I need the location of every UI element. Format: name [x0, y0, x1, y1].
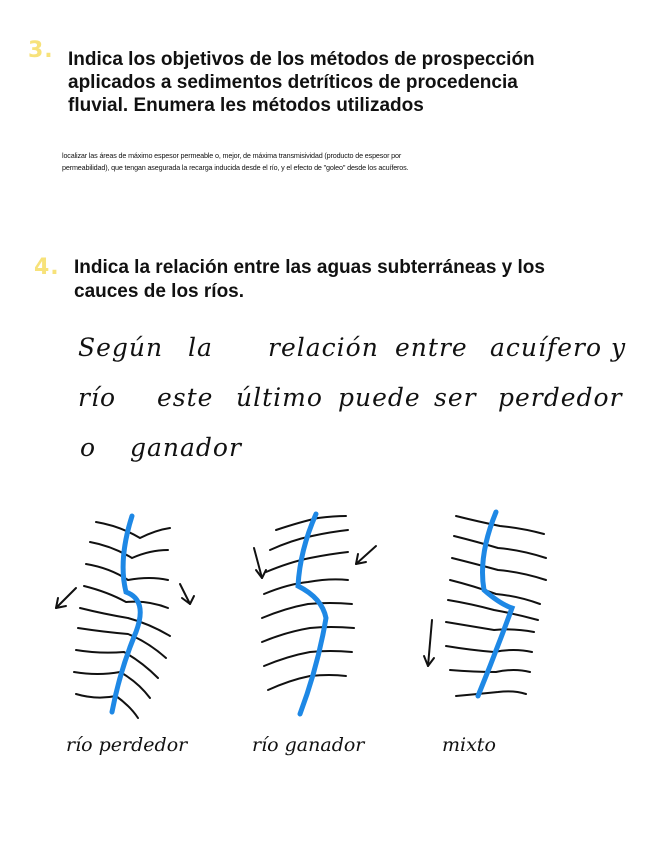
flow-line [448, 600, 538, 620]
hand-word: puede [338, 383, 421, 412]
flow-line [456, 691, 526, 696]
question-3-line-1: Indica los objetivos de los métodos de prospección [68, 49, 535, 70]
question-3-line-3: fluvial. Enumera les métodos utilizados [68, 95, 424, 116]
flow-line [262, 603, 352, 618]
flow-line [266, 552, 348, 572]
hand-word: este [157, 383, 214, 412]
hand-word: Según [78, 333, 164, 362]
flow-line [90, 542, 168, 558]
flow-line [78, 628, 166, 658]
river-diagrams [0, 500, 656, 730]
hand-word: entre [395, 333, 468, 362]
caption-losing-river: río perdedor [66, 734, 188, 756]
hand-word: ganador [130, 433, 242, 462]
flow-line [446, 646, 532, 652]
question-3-line-2: aplicados a sedimentos detríticos de procedencia [68, 72, 518, 93]
mixed-river-line [478, 512, 512, 696]
flow-line [452, 558, 546, 580]
hand-word: acuífero y [490, 333, 627, 362]
caption-gaining-river: río ganador [252, 734, 365, 756]
hand-word: o [80, 433, 97, 462]
flow-line [86, 564, 168, 580]
flow-line [456, 516, 544, 534]
question-3-answer-line-1: localizar las áreas de máximo espesor permeable o, mejor, de máxima transmisividad (producto de espesor por [62, 151, 402, 160]
hand-word: último [236, 383, 323, 412]
hand-word: perdedor [498, 383, 623, 412]
gaining-river-line [298, 514, 326, 714]
question-3-answer-line-2: permeabilidad), que tengan asegurada la recarga inducida desde el río, y el efecto de "goleo" desde los acuíferos. [62, 163, 409, 172]
hand-word: relación [268, 333, 379, 362]
arrow-down [428, 620, 432, 666]
flow-line [264, 651, 352, 666]
flow-line [74, 672, 150, 698]
hand-word: la [188, 333, 213, 362]
caption-mixed-river: mixto [442, 734, 496, 756]
flow-line [96, 522, 170, 538]
question-4-line-2: cauces de los ríos. [74, 281, 245, 302]
flow-line [76, 694, 138, 718]
flow-line [446, 622, 534, 632]
flow-line [454, 536, 546, 558]
question-4-line-1: Indica la relación entre las aguas subterráneas y los [74, 257, 545, 278]
hand-word: río [78, 383, 116, 412]
question-4-number: 4. [34, 255, 60, 280]
flow-line [262, 627, 354, 642]
flow-line [80, 608, 170, 636]
question-3-number: 3. [28, 38, 54, 63]
hand-word: ser [434, 383, 477, 412]
